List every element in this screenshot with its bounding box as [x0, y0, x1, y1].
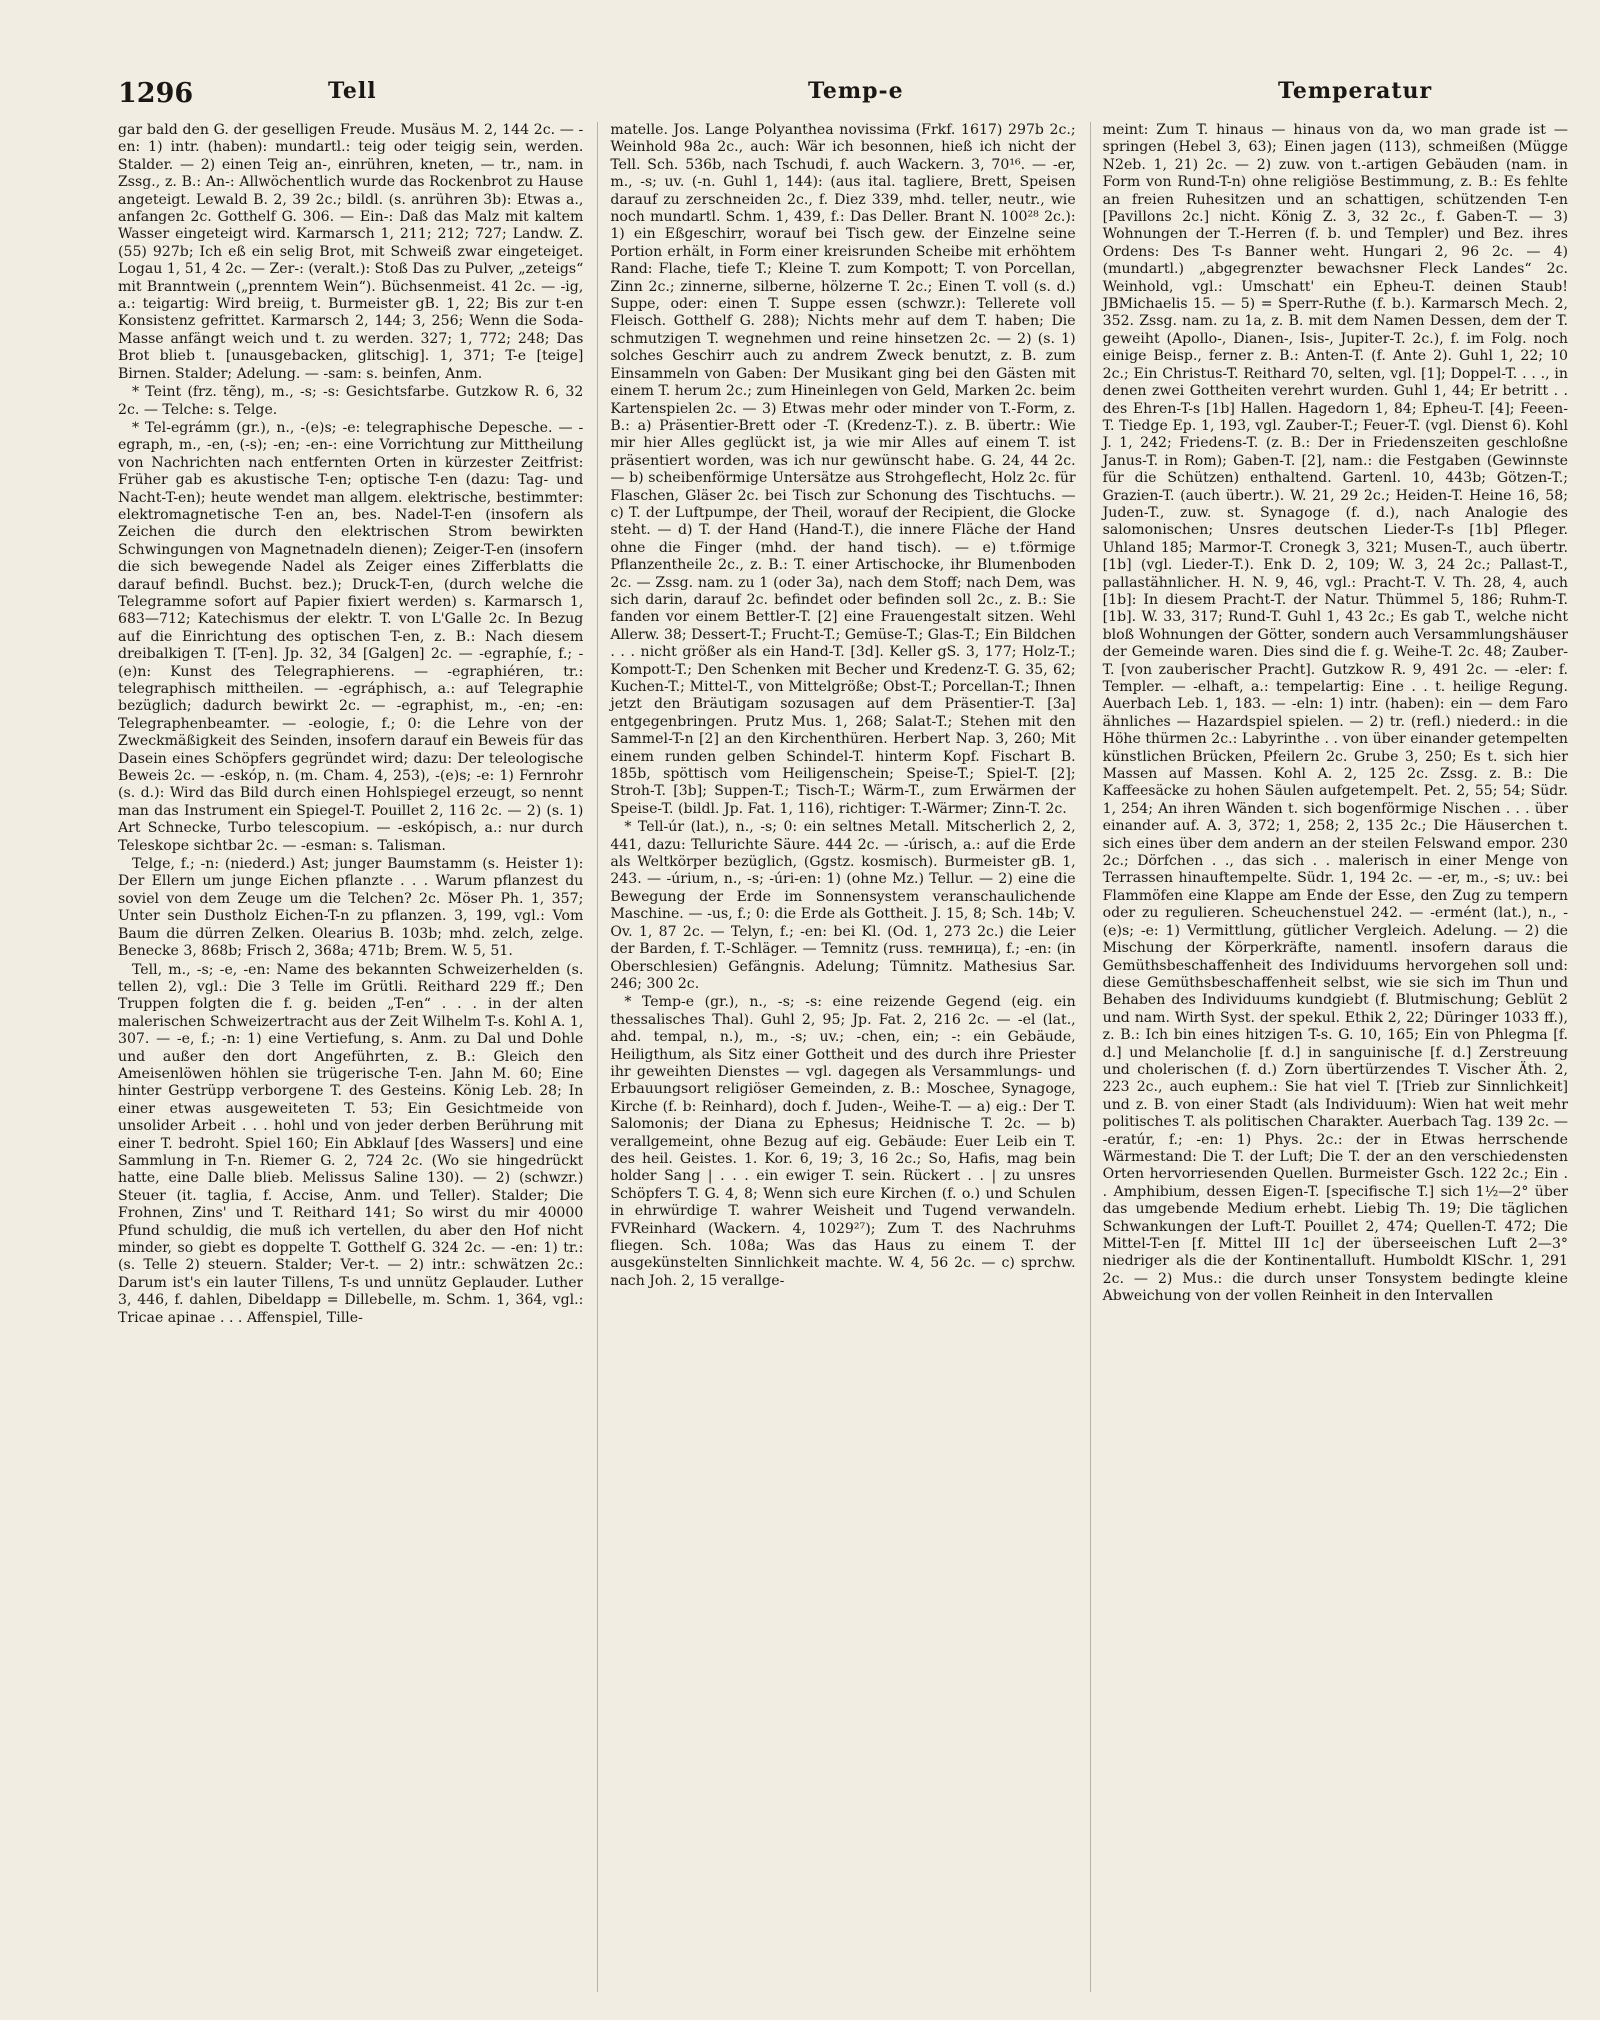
entry-telegramm: * Tel-egrámm (gr.), n., -(e)s; -e: telegraphische Depesche. — -egraph, m., -en, (-s); -en; -en-: eine Vorrichtung zur Mittheilung von Nachrichten nach entfernten Orten in kürzester Zeitfrist: Früher gab es akustische T-en; optische T-en (dazu: Tag- und Nacht-T-en); heute wendet man allgem. elektrische, bestimmter: elektromagnetische T-en an, bes. Nadel-T-en (insofern als Zeichen die durch den elektrischen Strom bewirkten Schwingungen von Magnetnadeln dienen); Zeiger-T-en (insofern die sich bewegende Nadel als Zeiger eines Zifferblatts die darauf befindl. Buchst. bez.); Druck-T-en, (durch welche die Telegramme sofort auf Papier fixiert werden) s. Karmarsch 1, 683—712; Katechismus der elektr. T. von L'Galle 2c. In Bezug auf die Einrichtung des optischen T-en, z. B.: Nach diesem dreibalkigen T. [T-en]. Jp. 32, 34 [Galgen] 2c. — -egraphíe, f.; -(e)n: Kunst des Telegraphierens. — -egraphiéren, tr.: telegraphisch mittheilen. — -egráphisch, a.: auf Telegraphie bezüglich; dadurch bewirkt 2c. — -egraphist, m., -en; -en: Telegraphenbeamter. — -eologie, f.; 0: die Lehre von der Zweckmäßigkeit des Seinden, insofern darauf ein Beweis für das Dasein eines Schöpfers gegründet wird; dazu: Der teleologische Beweis 2c. — -eskóp, n. (m. Cham. 4, 253), -(e)s; -e: 1) Fernrohr (s. d.): Wird das Bild durch einen Hohlspiegel erzeugt, so nennt man das Instrument ein Spiegel-T. Pouillet 2, 116 2c. — 2) (s. 1) Art Schnecke, Turbo telescopium. — -eskópisch, a.: nur durch Teleskope sichtbar 2c. — -esman: s. Talisman. — [118, 419, 584, 854]
page-number: 1296 — [118, 78, 194, 109]
entry-teint: * Teint (frz. tẽng), m., -s; -s: Gesichtsfarbe. Gutzkow R. 6, 32 2c. — Telche: s. Telge. — [118, 384, 584, 418]
entry-teller: matelle. Jos. Lange Polyanthea novissima (Frkf. 1617) 297b 2c.; Weinhold 98a 2c., auch: Wär ich besonnen, hieß ich nicht der Tell. Sch. 536b, nach Tschudi, f. auch Wackern. 3, 70¹⁶. — -er, m., -s; uv. (-n. Guhl 1, 144): (aus ital. tagliere, Brett, Speisen darauf zu zerschneiden 2c., f. Diez 339, mhd. teller, neutr., wie noch mundartl. Schm. 1, 439, f.: Das Deller. Brant N. 100²⁸ 2c.): 1) ein Eßgeschirr, worauf bei Tisch gew. der Einzelne seine Portion erhält, in Form einer kreisrunden Scheibe mit erhöhtem Rand: Flache, tiefe T.; Kleine T. zum Kompott; T. von Porcellan, Zinn 2c.; zinnerne, silberne, hölzerne T. 2c.; Einen T. voll (s. d.) Suppe, oder: einen T. Suppe essen (schwzr.): Tellerete voll Fleisch. Gotthelf G. 288); Nichts mehr auf dem T. haben; Die schmutzigen T. wegnehmen und reine hinsetzen 2c. — 2) (s. 1) solches Geschirr auch zu andrem Zweck benutzt, z. B. zum Einsammeln von Gaben: Der Musikant ging bei den Gästen mit einem T. herum 2c.; zum Hineinlegen von Geld, Marken 2c. beim Kartenspielen 2c. — 3) Etwas mehr oder minder von T.-Form, z. B.: a) Präsentier-Brett oder -T. (Kredenz-T.). z. B. übertr.: Wie mir hier Alles geglückt ist, ja wie mir Alles auf einem T. ist präsentiert worden, was ich nur gewünscht habe. G. 24, 44 2c. — b) scheibenförmige Untersätze aus Strohgeflecht, Holz 2c. für Flaschen, Gläser 2c. bei Tisch zur Schonung des Tischtuchs. — c) T. der Luftpumpe, der Theil, worauf der Recipient, die Glocke steht. — d) T. der Hand (Hand-T.), die innere Fläche der Hand ohne die Finger (mhd. der hand tisch). — e) t.förmige Pflanzentheile 2c., z. B.: T. einer Artischocke, ihr Blumenboden 2c. — Zssg. nam. zu 1 (oder 3a), nach dem Stoff; nach Dem, was sich darin, darauf 2c. befindet oder befinden soll 2c., z. B.: Sie fanden vor einem Bettler-T. [2] eine Frauengestalt sitzen. Wehl Allerw. 38; Dessert-T.; Frucht-T.; Gemüse-T.; Glas-T.; Ein Bildchen . . . nicht größer als ein Hand-T. [3d]. Keller gS. 3, 177; Holz-T.; Kompott-T.; Den Schenken mit Becher und Kredenz-T. G. 35, 62; Kuchen-T.; Mittel-T., von Mittelgröße; Obst-T.; Porcellan-T.; Ihnen jetzt den Bräutigam sozusagen auf dem Präsentier-T. [3a] entgegenbringen. Prutz Mus. 1, 268; Salat-T.; Stehen mit den Sammel-T-n [2] an den Kirchenthüren. Herbert Nap. 3, 260; Mit einem runden gelben Schindel-T. hinterm Kopf. Fischart B. 185b, spöttisch vom Heiligenschein; Speise-T.; Spiel-T. [2]; Stroh-T. [3b]; Suppen-T.; Tisch-T.; Wärm-T., zum Erwärmen der Speise-T. (bildl. Jp. Fat. 1, 116), richtiger: T.-Wärmer; Zinn-T. 2c. — [610, 122, 1076, 817]
headword-right: Temperatur — [1278, 78, 1433, 104]
entry-tempe: * Temp-e (gr.), n., -s; -s: eine reizende Gegend (eig. ein thessalisches Thal). Guhl 2, 95; Jp. Fat. 2, 216 2c. — -el (lat., ahd. tempal, n.), m., -s; uv.; -chen, ein; -: ein Gebäude, Heiligthum, als Sitz einer Gottheit und des durch ihre Priester ihr geweihten Dienstes — vgl. dagegen als Versammlungs- und Erbauungsort religiöser Gemeinden, z. B.: Moschee, Synagoge, Kirche (f. b: Reinhard), doch f. Juden-, Weihe-T. — a) eig.: Der T. Salomonis; der Diana zu Ephesus; Heidnische T. 2c. — b) verallgemeint, ohne Bezug auf eig. Gebäude: Euer Leib ein T. des heil. Geistes. 1. Kor. 6, 19; 3, 16 2c.; So, Hafis, mag bein holder Sang | . . . ein ewiger T. sein. Rückert . . | zu unsres Schöpfers T. G. 4, 8; Wenn sich eure Kirchen (f. o.) und Schulen in ehrwürdige T. wahrer Weisheit und Tugend verwandeln. FVReinhard (Wackern. 4, 1029²⁷); Zum T. des Nachruhms fliegen. Sch. 108a; Was das Haus zu einem T. der ausgekünstelten Sinnlichkeit machte. W. 4, 56 2c. — c) sprchw. nach Joh. 2, 15 verallge- — [610, 994, 1076, 1289]
column-2 — [597, 122, 1075, 1992]
headword-left: Tell — [328, 78, 377, 104]
entry-telge: Telge, f.; -n: (niederd.) Ast; junger Baumstamm (s. Heister 1): Der Ellern um junge Eichen pflanzte . . . Warum pflanzest du soviel von dem Zeuge um die Telchen? 2c. Möser Ph. 1, 357; Unter sein Dustholz Eichen-T-n zu pflanzen. 3, 199, vgl.: Vom Baum die dürren Zelken. Olearius B. 103b; mhd. zelch, zelge. Benecke 3, 868b; Frisch 2, 368a; 471b; Brem. W. 5, 51. — [118, 856, 584, 960]
entry-tempel-cont: meint: Zum T. hinaus — hinaus von da, wo man grade ist — springen (Hebel 3, 63); Einen jagen (113), schmeißen (Mügge N2eb. 1, 21) 2c. — 2) zuw. von t.-artigen Gebäuden (nam. in Form von Rund-T-n) ohne religiöse Bestimmung, z. B.: Es fehlte an freien Ruhesitzen und an schattigen, schützenden T-en [Pavillons 2c.] nicht. König Z. 3, 32 2c., f. Gaben-T. — 3) Wohnungen der T.-Herren (f. b. und Templer) und Bez. ihres Ordens: Des T-s Banner weht. Hungari 2, 96 2c. — 4) (mundartl.) „abgegrenzter bewachsner Fleck Landes“ 2c. Weinhold, vgl.: Umschatt' ein Epheu-T. deinen Staub! JBMichaelis 15. — 5) = Sperr-Ruthe (f. b.). Karmarsch Mech. 2, 352. Zssg. nam. zu 1a, z. B. mit dem Namen Dessen, dem der T. geweiht (Apollo-, Dianen-, Isis-, Jupiter-T. 2c.), f. im Folg. noch einige Beisp., ferner z. B.: Anten-T. (f. Ante 2). Guhl 1, 22; 10 2c.; Ein Christus-T. Reithard 70, selten, vgl. [1]; Doppel-T. . . ., in denen zwei Gottheiten verehrt wurden. Guhl 1, 44; Er betritt . . des Ehren-T-s [1b] Hallen. Hagedorn 1, 84; Epheu-T. [4]; Feeen-T. Tiedge Ep. 1, 193, vgl. Zauber-T.; Feuer-T. (vgl. Dienst 6). Kohl J. 1, 242; Friedens-T. (z. B.: Der in Friedenszeiten geschloßne Janus-T. in Rom); Gaben-T. [2], nam.: die Festgaben (Gewinnste für die Schützen) enthaltend. Gartenl. 10, 443b; Götzen-T.; Grazien-T. (auch übertr.). W. 21, 29 2c.; Heiden-T. Heine 16, 58; Juden-T., zuw. st. Synagoge (f. d.), nach Analogie des salomonischen; Unsres deutschen Lieder-T-s [1b] Pfleger. Uhland 185; Marmor-T. Cronegk 3, 321; Musen-T., auch übertr. [1b] (vgl. Lieder-T.). Enk D. 2, 109; W. 3, 24 2c.; Pallast-T., pallastähnlicher. H. N. 9, 46, vgl.: Pracht-T. V. Th. 28, 4, auch [1b]: In diesem Pracht-T. der Natur. Thümmel 5, 186; Ruhm-T. [1b]. W. 33, 317; Rund-T. Guhl 1, 43 2c.; Es gab T., welche nicht bloß Wohnungen der Götter, sondern auch Versammlungshäuser der Gemeinde waren. Dies sind die f. g. Weihe-T. 2c. 48; Zauber-T. [von zauberischer Pracht]. Gutzkow R. 9, 491 2c. — -eler: f. Templer. — -elhaft, a.: tempelartig: Eine . . t. heilige Regung. Auerbach Leb. 1, 183. — -eln: 1) intr. (haben): ein — dem Faro ähnliches — Hazardspiel spielen. — 2) tr. (refl.) niederd.: in die Höhe thürmen 2c.: Labyrinthe . . von über einander getempelten künstlichen Brücken, Pfeilern 2c. Grube 3, 250; Es t. sich hier Massen auf Massen. Kohl A. 2, 125 2c. Zssg. z. B.: Die Kaffeesäcke zu hohen Säulen aufgetempelt. Pet. 2, 55; 54; Südr. 1, 254; An ihren Wänden t. sich bogenförmige Nischen . . . über einander auf. A. 3, 372; 1, 258; 2, 135 2c.; Die Häuserchen t. sich eines über dem andern an der steilen Felswand empor. 230 2c.; Dörfchen . ., das sich . . malerisch in einer Menge von Terrassen hinauftempelte. Südr. 1, 194 2c. — -er, m., -s; uv.: bei Flammöfen eine Klappe am Ende der Esse, den Zug zu tempern oder zu regulieren. Scheuchenstuel 242. — -ermént (lat.), n., -(e)s; -e: 1) Vermittlung, gütlicher Vergleich. Adelung. — 2) die Mischung der Körperkräfte, namentl. insofern daraus die Gemüthsbeschaffenheit des Individuums hervorgehen soll und: diese Gemüthsbeschaffenheit selbst, wie sie sich im Thun und Behaben des Individuums kundgiebt (f. Blutmischung; Geblüt 2 und nam. Wirth Syst. der spekul. Ethik 2, 22; Düringer 1033 ff.), z. B.: Ich bin eines hitzigen T-s. G. 10, 165; Ein von Phlegma [f. d.] und Melancholie [f. d.] in sanguinische [f. d.] Zerstreuung und cholerischen (f. d.) Zorn übertürzendes T. Vischer Äth. 2, 223 2c., auch euphem.: Sie hat viel T. [Trieb zur Sinnlichkeit] und z. B. von einer Stadt (als Individuum): Wien hat weit mehr politisches T. als politischen Charakter. Auerbach Tag. 139 2c. — -eratúr, f.; -en: 1) Phys. 2c.: der in Etwas herrschende Wärmestand: Die T. der Luft; Die T. der an den verschiedensten Orten hervorriesenden Quellen. Burmeister Gsch. 122 2c.; Ein . . Amphibium, dessen Eigen-T. [specifische T.] sich 1½—2° über das umgebende Medium erhebt. Liebig Th. 19; Die täglichen Schwankungen der Luft-T. Pouillet 2, 474; Quellen-T. 472; Die Mittel-T-en [f. Mittel III 1c] der überseeischen Luft 2—3° niedriger als die der Kontinentalluft. Humboldt KlSchr. 1, 291 2c. — 2) Mus.: die durch unser Tonsystem bedingte kleine Abweichung von der vollen Reinheit in den Intervallen — [1102, 122, 1568, 1305]
headword-middle: Temp-e — [808, 78, 904, 104]
entry-tellur: * Tell-úr (lat.), n., -s; 0: ein seltnes Metall. Mitscherlich 2, 2, 441, dazu: Tellurichte Säure. 444 2c. — -úrisch, a.: auf die Erde als Weltkörper bezüglich, (Ggstz. kosmisch). Burmeister gB. 1, 243. — -úrium, n., -s; -úri-en: 1) (ohne Mz.) Tellur. — 2) eine die Bewegung der Erde im Sonnensystem veranschaulichende Maschine. — -us, f.; 0: die Erde als Gottheit. J. 15, 8; Sch. 14b; V. Ov. 1, 87 2c. — Telyn, f.; -en: bei Kl. (Od. 1, 273 2c.) die Leier der Barden, f. T.-Schläger. — Temnitz (russ. темница), f.; -en: (in Oberschlesien) Gefängnis. Adelung; Tümnitz. Mathesius Sar. 246; 300 2c. — [610, 819, 1076, 992]
entry-gar-bald: gar bald den G. der geselligen Freude. Musäus M. 2, 144 2c. — -en: 1) intr. (haben): mundartl.: teig oder teigig sein, werden. Stalder. — 2) einen Teig an-, einrühren, kneten, — tr., nam. in Zssg., z. B.: An-: Allwöchentlich wurde das Rockenbrot zu Hause angeteigt. Lewald B. 2, 39 2c.; bildl. (s. anrühren 3b): Etwas a., anfangen 2c. Gotthelf G. 306. — Ein-: Daß das Malz mit kaltem Wasser eingeteigt wird. Karmarsch 1, 211; 212; 727; Landw. Z. (55) 927b; Ich eß ein selig Brot, mit Schweiß zwar eingeteiget. Logau 1, 51, 4 2c. — Zer-: (veralt.): Stoß Das zu Pulver, „zeteigs“ mit Branntwein („prenntem Wein“). Büchsenmeist. 41 2c. — -ig, a.: teigartig: Wird breiig, t. Burmeister gB. 1, 22; Bis zur t-en Konsistenz gefrittet. Karmarsch 2, 144; 3, 256; Wenn die Soda-Masse anfängt weich und t. zu werden. 327; 1, 772; 248; Das Brot blieb t. [unausgebacken, glitschig]. 1, 371; T-e [teige] Birnen. Stalder; Adelung. — -sam: s. beinfen, Anm. — [118, 122, 584, 382]
column-1 — [118, 122, 583, 1992]
entry-tell: Tell, m., -s; -e, -en: Name des bekannten Schweizerhelden (s. tellen 2), vgl.: Die 3 Telle im Grütli. Reithard 229 ff.; Den Truppen folgten die f. g. beiden „T-en“ . . . in der alten malerischen Schweizertracht aus der Zeit Wilhelm T-s. Kohl A. 1, 307. — -e, f.; -n: 1) eine Vertiefung, s. Anm. zu Dal und Dohle und außer den dort Angeführten, z. B.: Gleich den Ameisenlöwen höhlen sie trügerische T-en. Jahn M. 60; Eine hinter Gestrüpp verborgene T. des Gesteins. König Leb. 28; In einer etwas ausgeweiteten T. 53; Ein Gesichtmeide von unsolider Arbeit . . . hohl und von jeder derben Berührung mit einer T. bedroht. Spiel 160; Ein Abklauf [des Wassers] und eine Sammlung in T-n. Riemer G. 2, 724 2c. (Wo sie hingedrückt hatte, eine Dalle blieb. Melissus Saline 130). — 2) (schwzr.) Steuer (it. taglia, f. Accise, Anm. und Teller). Stalder; Die Frohnen, Zins' und T. Reithard 141; So wirst du mir 40000 Pfund schuldig, die muß ich vertellen, du aber den Hof nicht minder, so giebt es doppelte T. Gotthelf G. 324 2c. — -en: 1) tr.: (s. Telle 2) steuern. Stalder; Ver-t. — 2) intr.: schwätzen 2c.: Darum ist's ein lauter Tillens, T-s und unnütz Geplauder. Luther 3, 446, f. dahlen, Dibeldapp = Dillebelle, m. Schm. 1, 364, vgl.: Tricae apinae . . . Affenspiel, Tille- — [118, 961, 584, 1326]
column-3 — [1090, 122, 1568, 1992]
dictionary-columns — [118, 122, 1568, 1992]
running-header — [118, 78, 1566, 112]
